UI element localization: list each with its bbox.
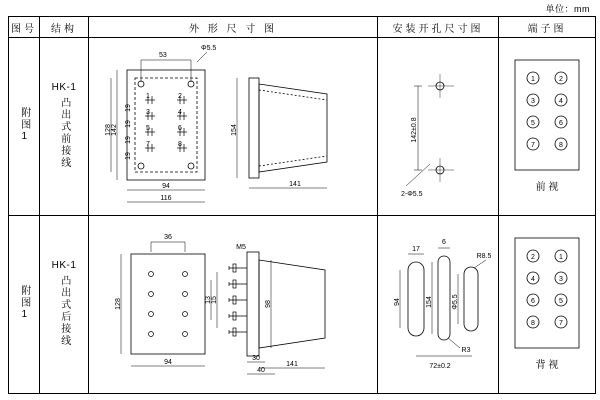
header-outline: 外 形 尺 寸 图 [89,17,378,38]
cell-structure-2 [40,216,89,394]
svg-text:36: 36 [164,234,172,241]
cell-fig-no-2 [9,216,40,394]
svg-text:40: 40 [257,367,265,374]
svg-text:8: 8 [559,142,563,149]
svg-text:Φ5.5: Φ5.5 [452,294,459,310]
table-row [9,38,596,216]
svg-text:154: 154 [426,296,433,308]
svg-text:19: 19 [125,120,132,128]
svg-text:5: 5 [531,120,535,127]
header-structure: 结构 [40,17,89,38]
svg-text:19: 19 [125,104,132,112]
cell-terminal-1 [499,38,596,216]
outline-drawing-front [89,38,377,214]
svg-text:141: 141 [286,361,298,368]
svg-text:142: 142 [111,124,118,136]
svg-text:98: 98 [265,300,272,308]
fig-no-label-1: 附图1 [18,106,30,144]
svg-text:7: 7 [146,141,150,148]
cell-hole-2 [378,216,499,394]
svg-text:13: 13 [205,296,212,304]
svg-text:2: 2 [531,254,535,261]
structure-label-2: 凸出式后接线 [58,274,70,347]
svg-text:72±0.2: 72±0.2 [429,363,451,370]
svg-text:17: 17 [412,246,420,253]
header-hole: 安装开孔尺寸图 [378,17,499,38]
svg-text:94: 94 [162,183,170,190]
structure-label-1: 凸出式前接线 [58,96,70,169]
terminal-view-label-2: 背 视 [535,360,559,371]
outline-drawing-rear [89,216,377,392]
svg-text:30: 30 [252,355,260,362]
svg-text:142±0.8: 142±0.8 [411,117,418,143]
svg-text:3: 3 [146,109,150,116]
svg-text:6: 6 [531,298,535,305]
svg-text:154: 154 [231,124,238,136]
terminal-diagram-front [499,38,595,214]
svg-text:3: 3 [531,98,535,105]
svg-text:53: 53 [159,52,167,59]
unit-note: 单位：mm [545,4,590,14]
dimension-table [8,16,596,394]
cell-outline-2 [89,216,378,394]
svg-text:6: 6 [442,239,446,246]
svg-text:4: 4 [178,109,182,116]
model-label-2: HK-1 [51,259,77,271]
svg-text:19: 19 [125,136,132,144]
svg-text:15: 15 [211,296,218,304]
cell-hole-1 [378,38,499,216]
svg-text:3: 3 [559,276,563,283]
svg-text:94: 94 [164,359,172,366]
svg-text:8: 8 [531,320,535,327]
cell-structure-1 [40,38,89,216]
svg-text:R3: R3 [461,347,471,354]
svg-text:2: 2 [178,93,182,100]
svg-text:1: 1 [531,76,535,83]
svg-text:4: 4 [531,276,535,283]
svg-text:1: 1 [146,93,150,100]
cell-fig-no-1 [9,38,40,216]
svg-text:5: 5 [559,298,563,305]
svg-text:7: 7 [559,320,563,327]
model-label-1: HK-1 [51,81,77,93]
cell-outline-1 [89,38,378,216]
header-fig-no: 图号 [9,17,40,38]
svg-text:6: 6 [178,125,182,132]
svg-text:8: 8 [178,141,182,148]
svg-text:19: 19 [125,152,132,160]
svg-text:2-Φ5.5: 2-Φ5.5 [401,191,423,198]
table-row [9,216,596,394]
hole-drawing-rear [378,216,498,392]
svg-text:M5: M5 [236,244,246,251]
svg-text:7: 7 [531,142,535,149]
svg-text:R8.5: R8.5 [476,253,492,260]
svg-text:6: 6 [559,120,563,127]
fig-no-label-2: 附图1 [18,284,30,322]
svg-text:Φ5.5: Φ5.5 [201,45,217,52]
svg-text:2: 2 [559,76,563,83]
hole-drawing-front [378,38,498,214]
svg-text:128: 128 [105,124,112,136]
terminal-diagram-rear [499,216,595,392]
svg-text:5: 5 [146,125,150,132]
svg-text:4: 4 [559,98,563,105]
header-terminal: 端子图 [499,17,596,38]
cell-terminal-2 [499,216,596,394]
table-header-row [9,17,596,38]
svg-text:141: 141 [289,181,301,188]
svg-text:1: 1 [559,254,563,261]
terminal-view-label-1: 前 视 [535,182,559,193]
svg-text:116: 116 [160,195,172,202]
svg-text:94: 94 [394,298,401,306]
svg-text:128: 128 [115,298,122,310]
